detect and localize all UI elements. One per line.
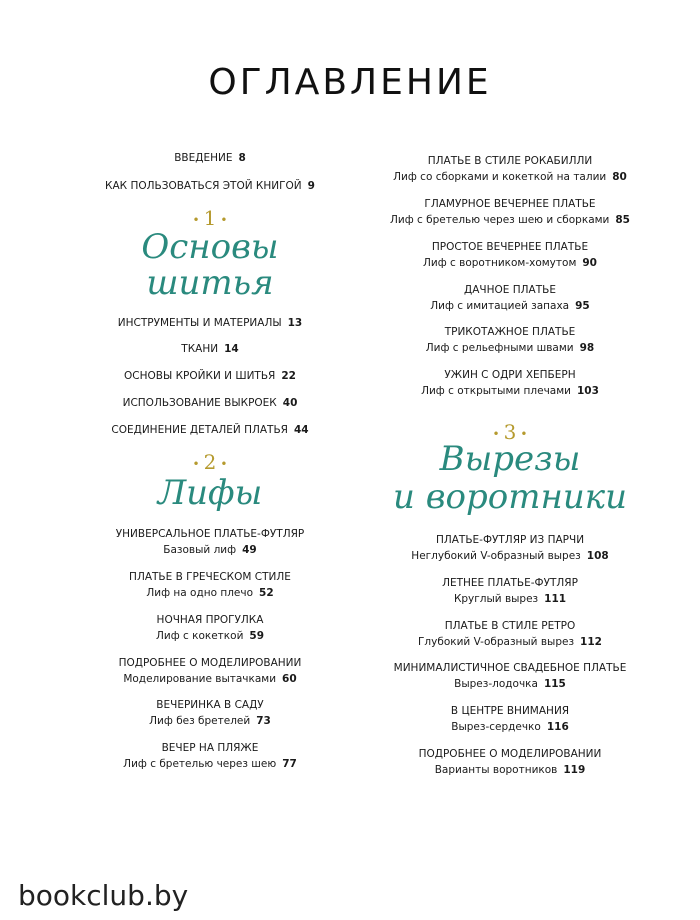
toc-entry[interactable] xyxy=(40,740,380,772)
entry-title: ТКАНИ xyxy=(181,343,219,355)
entry-title: ГЛАМУРНОЕ ВЕЧЕРНЕЕ ПЛАТЬЕ xyxy=(424,198,596,210)
entry-page: 14 xyxy=(224,343,239,355)
entry-page: 108 xyxy=(586,550,609,562)
toc-entry[interactable] xyxy=(340,532,680,564)
page-title: ОГЛАВЛЕНИЕ xyxy=(208,62,492,103)
entry-subtitle: Лиф без бретелей xyxy=(149,715,251,727)
entry-subtitle: Лиф с воротником-хомутом xyxy=(423,257,577,269)
toc-entry-how-to-use[interactable] xyxy=(40,178,380,194)
entry-page: 60 xyxy=(282,673,297,685)
section-number-2: • 2 • xyxy=(192,450,228,474)
toc-entry[interactable] xyxy=(340,660,680,692)
entry-page: 73 xyxy=(256,715,271,727)
entry-subtitle: Варианты воротников xyxy=(434,764,558,776)
toc-entry[interactable] xyxy=(340,282,680,314)
entry-title: СОЕДИНЕНИЕ ДЕТАЛЕЙ ПЛАТЬЯ xyxy=(111,424,288,436)
entry-page: 116 xyxy=(546,721,569,733)
entry-title: ДАЧНОЕ ПЛАТЬЕ xyxy=(464,284,556,296)
toc-entry[interactable] xyxy=(40,315,380,331)
entry-title: ОСНОВЫ КРОЙКИ И ШИТЬЯ xyxy=(124,370,276,382)
entry-title: ПЛАТЬЕ В СТИЛЕ РЕТРО xyxy=(444,620,576,632)
toc-entry[interactable] xyxy=(340,196,680,228)
entry-subtitle: Базовый лиф xyxy=(163,544,237,556)
entry-page: 22 xyxy=(281,370,296,382)
entry-subtitle: Лиф с рельефными швами xyxy=(425,342,574,354)
entry-page: 40 xyxy=(282,397,298,409)
entry-subtitle: Лиф на одно плечо xyxy=(146,587,254,599)
entry-title: МИНИМАЛИСТИЧНОЕ СВАДЕБНОЕ ПЛАТЬЕ xyxy=(393,662,627,674)
section-title-3-line2: и воротники xyxy=(393,477,627,517)
entry-page: 49 xyxy=(242,544,257,556)
entry-title: ПЛАТЬЕ-ФУТЛЯР ИЗ ПАРЧИ xyxy=(435,534,585,546)
entry-title: КАК ПОЛЬЗОВАТЬСЯ ЭТОЙ КНИГОЙ xyxy=(105,180,302,192)
entry-title: В ЦЕНТРЕ ВНИМАНИЯ xyxy=(450,705,570,717)
entry-page: 8 xyxy=(238,152,246,164)
entry-subtitle: Лиф с открытыми плечами xyxy=(421,385,571,397)
entry-title: ВЕЧЕРИНКА В САДУ xyxy=(156,699,264,711)
entry-page: 52 xyxy=(259,587,274,599)
entry-subtitle: Лиф с бретелью через шею и сборками xyxy=(390,214,610,226)
entry-page: 85 xyxy=(615,214,630,226)
toc-entry[interactable] xyxy=(340,618,680,650)
entry-page: 119 xyxy=(563,764,586,776)
entry-title: ЛЕТНЕЕ ПЛАТЬЕ-ФУТЛЯР xyxy=(442,577,578,589)
entry-subtitle: Неглубокий V-образный вырез xyxy=(411,550,581,562)
toc-entry[interactable] xyxy=(40,368,380,384)
toc-entry[interactable] xyxy=(340,153,680,185)
entry-page: 111 xyxy=(544,593,567,605)
entry-subtitle: Вырез-лодочка xyxy=(454,678,538,690)
entry-page: 90 xyxy=(582,257,597,269)
toc-entry[interactable] xyxy=(340,239,680,271)
toc-entry[interactable] xyxy=(340,575,680,607)
toc-entry[interactable] xyxy=(40,569,380,601)
entry-subtitle: Глубокий V-образный вырез xyxy=(418,636,575,648)
entry-page: 112 xyxy=(580,636,602,648)
entry-page: 59 xyxy=(249,630,265,642)
toc-entry-intro[interactable] xyxy=(40,150,380,166)
entry-page: 44 xyxy=(293,424,309,436)
entry-page: 9 xyxy=(307,180,315,192)
section-number-1: • 1 • xyxy=(192,206,228,230)
toc-entry[interactable] xyxy=(40,612,380,644)
entry-page: 13 xyxy=(287,317,303,329)
entry-title: ВЕЧЕР НА ПЛЯЖЕ xyxy=(161,742,259,754)
toc-entry[interactable] xyxy=(40,655,380,687)
entry-title: УНИВЕРСАЛЬНОЕ ПЛАТЬЕ-ФУТЛЯР xyxy=(115,528,305,540)
entry-subtitle: Лиф со сборками и кокеткой на талии xyxy=(393,171,607,183)
entry-title: ВВЕДЕНИЕ xyxy=(174,152,233,164)
entry-title: УЖИН С ОДРИ ХЕПБЕРН xyxy=(444,369,576,381)
entry-subtitle: Лиф с бретелью через шею xyxy=(123,758,277,770)
entry-subtitle: Лиф с кокеткой xyxy=(155,630,244,642)
section-title-1-line1: Основы xyxy=(141,227,279,267)
entry-title: ИНСТРУМЕНТЫ И МАТЕРИАЛЫ xyxy=(117,317,282,329)
entry-title: ПОДРОБНЕЕ О МОДЕЛИРОВАНИИ xyxy=(118,657,302,669)
toc-entry[interactable] xyxy=(340,367,680,399)
entry-title: НОЧНАЯ ПРОГУЛКА xyxy=(156,614,264,626)
section-title-3-line1: Вырезы xyxy=(439,439,581,479)
entry-page: 98 xyxy=(579,342,595,354)
entry-title: ПОДРОБНЕЕ О МОДЕЛИРОВАНИИ xyxy=(418,748,602,760)
watermark: bookclub.by xyxy=(18,879,189,912)
toc-entry[interactable] xyxy=(340,703,680,735)
section-title-2: Лифы xyxy=(157,473,263,513)
entry-page: 80 xyxy=(612,171,627,183)
entry-page: 103 xyxy=(576,385,599,397)
toc-entry[interactable] xyxy=(40,526,380,558)
toc-entry[interactable] xyxy=(40,395,380,411)
entry-title: ТРИКОТАЖНОЕ ПЛАТЬЕ xyxy=(444,326,576,338)
entry-subtitle: Лиф с имитацией запаха xyxy=(430,300,570,312)
entry-title: ПЛАТЬЕ В ГРЕЧЕСКОМ СТИЛЕ xyxy=(129,571,291,583)
entry-subtitle: Круглый вырез xyxy=(453,593,539,605)
toc-entry[interactable] xyxy=(40,422,380,438)
toc-entry[interactable] xyxy=(40,697,380,729)
section-title-1-line2: шитья xyxy=(146,263,274,303)
section-number-3: • 3 • xyxy=(492,420,528,444)
entry-subtitle: Моделирование вытачками xyxy=(123,673,277,685)
toc-entry[interactable] xyxy=(40,341,380,357)
entry-title: ПРОСТОЕ ВЕЧЕРНЕЕ ПЛАТЬЕ xyxy=(431,241,589,253)
entry-subtitle: Вырез-сердечко xyxy=(451,721,541,733)
entry-title: ПЛАТЬЕ В СТИЛЕ РОКАБИЛЛИ xyxy=(427,155,593,167)
entry-page: 115 xyxy=(543,678,566,690)
toc-entry[interactable] xyxy=(340,746,680,778)
entry-page: 77 xyxy=(282,758,297,770)
entry-page: 95 xyxy=(575,300,590,312)
entry-title: ИСПОЛЬЗОВАНИЕ ВЫКРОЕК xyxy=(122,397,277,409)
toc-entry[interactable] xyxy=(340,324,680,356)
